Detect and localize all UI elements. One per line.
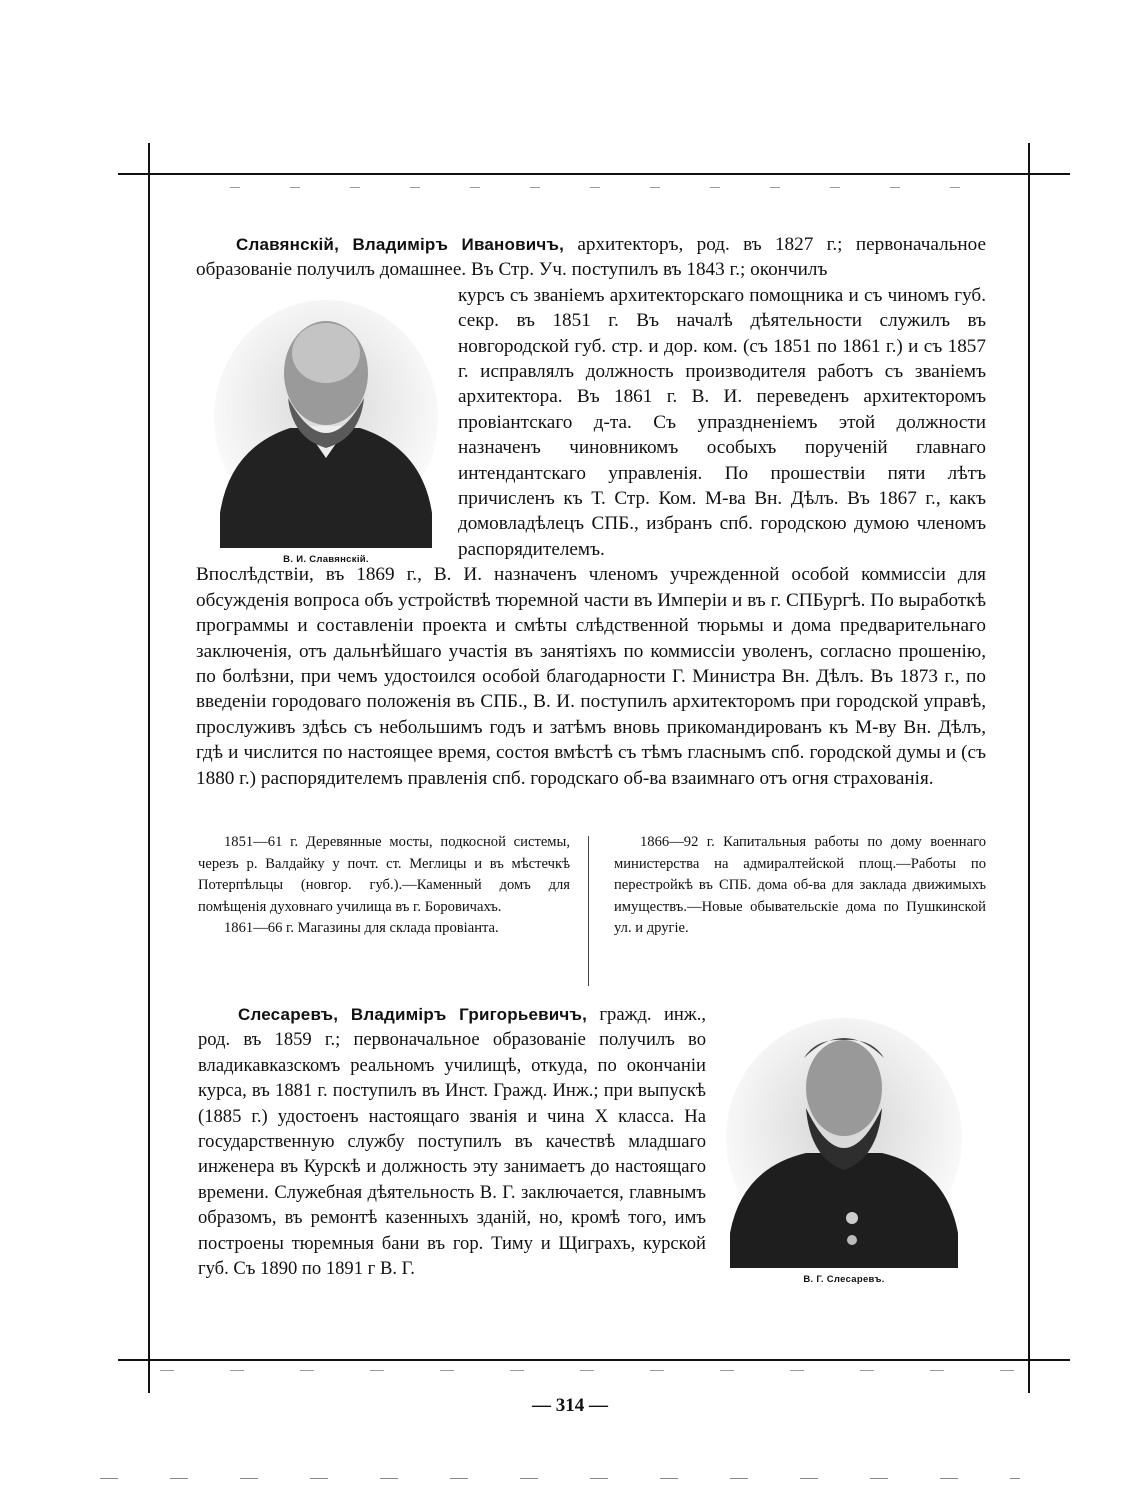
entry1-caption: В. И. Славянскій.	[283, 554, 369, 565]
frame-right-rule	[1028, 143, 1030, 1393]
portrait-slavyansky	[210, 298, 442, 548]
frame-top-rule	[118, 173, 1070, 175]
page-number: — 314 —	[532, 1395, 608, 1416]
frame-bottom-rule	[118, 1359, 1070, 1361]
works-left-item-2: 1861—66 г. Магазины для склада провіанта.	[224, 920, 499, 937]
entry2-para	[198, 1002, 706, 1281]
frame-top-dash	[230, 187, 1000, 188]
works-left-item-1: 1851—61 г. Деревянные мосты, подкосной системы, черезъ р. Валдайку у почт. ст. Меглицы и въ мѣстечкѣ Потерпѣльцы (новгор. губ.).—Каменный домъ для помѣщенія духовнаго училища въ г. Боровичахъ.	[198, 834, 570, 915]
entry2-name: Слесаревъ, Владиміръ Григорьевичъ,	[238, 1005, 588, 1024]
entry1-intro	[196, 232, 986, 283]
frame-left-rule	[148, 143, 150, 1393]
entry2-caption: В. Г. Слесаревъ.	[803, 1274, 885, 1285]
works-right-item-1: 1866—92 г. Капитальныя работы по дому военнаго министерства на адмиралтейской площ.—Работы по перестройкѣ въ СПБ. дома об-ва для заклада движимыхъ имуществъ.—Новые обывательскіе дома по Пушкинской ул. и другіе.	[614, 834, 986, 937]
works-left-column	[198, 832, 570, 940]
entry1-name: Славянскій, Владиміръ Ивановичъ,	[236, 235, 564, 254]
portrait-slesarev	[722, 1018, 966, 1268]
entry1-para-first: архитекторъ, род. въ 1827 г.; первоначальное образованіе получилъ домашнее. Въ Стр. Уч. поступилъ въ 1843 г.; окончилъ	[196, 234, 987, 281]
entry1-para-full: Впослѣдствіи, въ 1869 г., В. И. назначенъ членомъ учрежденной особой коммиссіи для обсужденія вопроса объ устройствѣ тюремной части въ Имперіи и въ г. СПБургѣ. По выработкѣ программы и составленіи проекта и смѣты слѣдственной тюрьмы и дома предварительнаго заключенія, отъ дальнѣйшаго участія въ занятіяхъ по коммиссіи уволенъ, согласно прошенію, по болѣзни, при чемъ удостоился особой благодарности Г. Министра Вн. Дѣлъ. Въ 1873 г., по введеніи городоваго положенія въ СПБ., В. И. поступилъ архитекторомъ при городской управѣ, прослуживъ здѣсь съ небольшимъ годъ и затѣмъ вновь прикомандированъ къ М-ву Вн. Дѣлъ, гдѣ и числится по настоящее время, состоя вмѣстѣ съ тѣмъ гласнымъ спб. городской думы и (съ 1880 г.) распорядителемъ правленія спб. городскаго об-ва взаимнаго отъ огня страхованія.	[196, 564, 986, 789]
entry2-figure	[722, 1018, 966, 1285]
entry1-para-wrap: курсъ съ званіемъ архитекторскаго помощника и съ чиномъ губ. секр. въ 1851 г. Въ началѣ дѣятельности служилъ въ новгородской губ. стр. и дор. ком. (съ 1851 по 1861 г.) и съ 1857 г. исправлялъ должность производителя работъ съ званіемъ архитектора. Въ 1861 г. В. И. переведенъ архитекторомъ провіантскаго д-та. Съ упраздненіемъ этой должности назначенъ чиновникомъ особыхъ порученій главнаго интендантскаго управленія. По прошествіи пяти лѣтъ причисленъ къ Т. Стр. Ком. М-ва Вн. Дѣлъ. Въ 1867 г., какъ домовладѣлецъ СПБ., избранъ спб. городскою думою членомъ распорядителемъ.	[458, 284, 986, 560]
frame-bottom-dash	[160, 1370, 1020, 1371]
entry-slesarev	[198, 1002, 706, 1281]
entry1-figure	[210, 298, 442, 565]
works-column-divider	[588, 836, 589, 986]
entry2-para-text: гражд. инж., род. въ 1859 г.; первоначальное образованіе получилъ во владикавказскомъ реальномъ училищѣ, откуда, по окончаніи курса, въ 1881 г. поступилъ въ Инст. Гражд. Инж.; при выпускѣ (1885 г.) удостоенъ настоящаго званія и чина X класса. На государственную службу поступилъ въ качествѣ младшаго инженера въ Курскѣ и должность эту занимаетъ до настоящаго времени. Служебная дѣятельность В. Г. заключается, главнымъ образомъ, въ ремонтѣ казенныхъ зданій, но, кромѣ того, имъ построены тюремныя бани въ гор. Тиму и Щиграхъ, курской губ. Съ 1890 по 1891 г В. Г.	[198, 1004, 706, 1280]
works-right-column	[614, 832, 986, 940]
footer-dash	[100, 1478, 1020, 1479]
